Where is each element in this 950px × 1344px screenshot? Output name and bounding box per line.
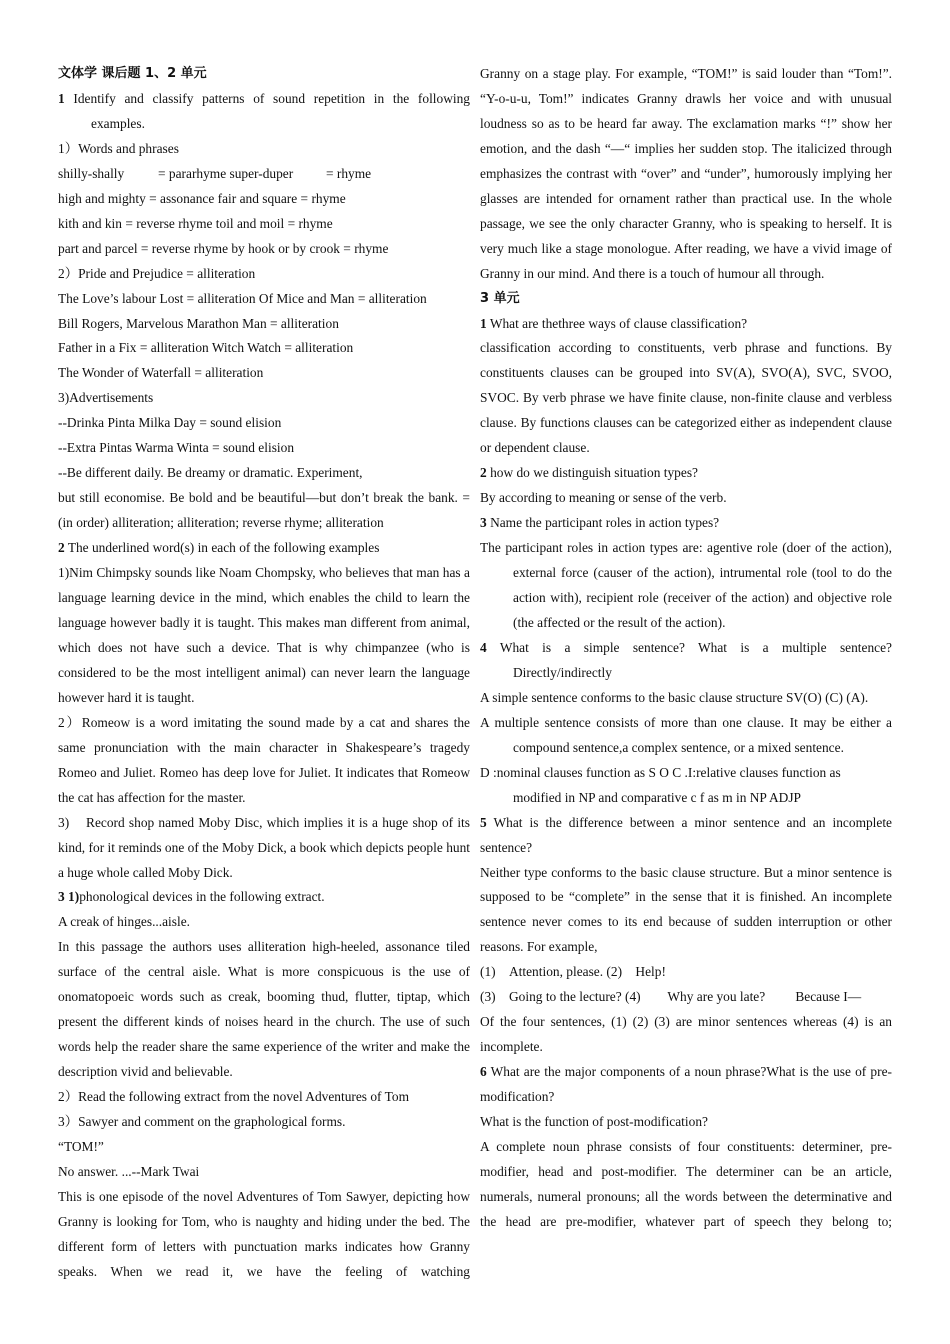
question-6	[480, 1060, 892, 1110]
answer-paragraph: 3) Record shop named Moby Disc, which implies it is a huge shop of its kind, for it reminds one of the Moby Dick, a book which depicts people hunt a huge whole called Moby Dick.	[58, 814, 470, 880]
question-number: 3 1)	[58, 889, 80, 905]
question-number: 6	[480, 1064, 487, 1080]
answer-line: --Extra Pintas Warma Winta = sound elision	[58, 440, 295, 456]
question-4	[480, 636, 892, 686]
answer-line: --Drinka Pinta Milka Day = sound elision	[58, 415, 282, 431]
answer-line: The Love’s labour Lost = alliteration Of Mice and Man = alliteration	[58, 290, 427, 306]
question-5	[480, 811, 892, 861]
answer-line: high and mighty = assonance fair and square = rhyme	[58, 190, 346, 206]
question-text: What are the major components of a noun phrase?What is the use of pre-modification?	[480, 1064, 892, 1105]
answer-line: Bill Rogers, Marvelous Marathon Man = alliteration	[58, 315, 339, 331]
answer-line: 2）Pride and Prejudice = alliteration	[58, 265, 256, 281]
question-text: What is the function of post-modification?	[480, 1114, 708, 1130]
answer-term: shilly-shally	[58, 165, 125, 181]
example-line: (3) Going to the lecture? (4) Why are you late? Because I—	[480, 989, 862, 1005]
answer-term: = pararhyme super-duper	[158, 165, 294, 181]
answer-paragraph: Granny on a stage play. For example, “TOM!” is said louder than “Tom!”. “Y-o-u-u, Tom!” indicates Granny drawls her voice and with unusual loudness so as to be heard far away. The exclamation marks “!” show her emotion, and the dash “—“ implies her sudden stop. The italicized through emphasizes the contrast with “over” and “under”, humorously implying her glasses are intended for ornament rather than practical use. In the whole passage, we see the only character Granny, who is speaking to herself. It is very much like a stage monologue. After reading, we have a vivid image of Granny in our mind. And there is a touch of humour all through.	[480, 66, 892, 281]
answer-line: 2）Read the following extract from the novel Adventures of Tom	[58, 1089, 409, 1105]
question-number: 1	[480, 315, 487, 331]
answer-line: 3)Advertisements	[58, 390, 154, 406]
question-2	[480, 461, 892, 486]
answer-paragraph: Of the four sentences, (1) (2) (3) are minor sentences whereas (4) is an incomplete.	[480, 1014, 892, 1055]
answer-line: --Be different daily. Be dreamy or dramatic. Experiment,	[58, 465, 363, 481]
question-text: Name the participant roles in action types?	[490, 515, 720, 531]
quote-line: “TOM!”	[58, 1138, 104, 1154]
answer-term: = rhyme	[326, 165, 372, 181]
answer-paragraph: In this passage the authors uses alliteration high-heeled, assonance tiled surface of the central aisle. What is more conspicuous is the use of onomatopoeic words such as creak, booming thud, flutter, tiptap, which present the different kinds of noises heard in the church. The use of such words help the reader share the same experience of the writer and make the description vivid and believable.	[58, 939, 470, 1080]
document-title: 文体学 课后题 1、2 单元	[58, 66, 207, 81]
answer-paragraph: A simple sentence conforms to the basic clause structure SV(O) (C) (A).	[480, 689, 869, 705]
question-number: 4	[480, 639, 487, 655]
question-number: 1	[58, 90, 65, 106]
question-text: What is a simple sentence? What is a multiple sentence? Directly/indirectly	[499, 639, 892, 680]
right-column	[480, 62, 892, 1235]
question-text: What are thethree ways of clause classification?	[489, 315, 748, 331]
question-number: 3	[480, 515, 487, 531]
question-2	[58, 536, 470, 561]
question-1	[58, 87, 470, 137]
answer-line	[58, 162, 470, 187]
answer-paragraph: 1)Nim Chimpsky sounds like Noam Chompsky, who believes that man has a language learning device in the mind, which enables the child to learn the language however badly it is taught. This makes man different from animal, which does not have such a device. That is why chimpanzee (who is considered to be the most intelligent animal) can never learn the language however hard it is taught.	[58, 565, 470, 705]
answer-paragraph: but still economise. Be bold and be beautiful—but don’t break the bank. = (in order) alliteration; alliteration; reverse rhyme; alliteration	[58, 490, 470, 531]
section-heading: 1）Words and phrases	[58, 140, 179, 156]
answer-line: part and parcel = reverse rhyme by hook or by crook = rhyme	[58, 240, 389, 256]
example-line: (1) Attention, please. (2) Help!	[480, 964, 666, 980]
question-text: phonological devices in the following extract.	[79, 889, 325, 905]
question-1	[480, 312, 892, 337]
answer-line: 3）Sawyer and comment on the graphological forms.	[58, 1114, 346, 1130]
answer-paragraph: A multiple sentence consists of more than one clause. It may be either a compound sentence,a complex sentence, or a mixed sentence.	[480, 714, 892, 755]
quote-line: No answer. ...--Mark Twai	[58, 1163, 200, 1179]
answer-paragraph: This is one episode of the novel Adventures of Tom Sawyer, depicting how Granny is looking for Tom, who is naughty and hiding under the bed. The different form of letters with punctuation marks indicates how Granny speaks. When we read it, we have the feeling of watching	[58, 1188, 470, 1279]
question-3	[480, 511, 892, 536]
answer-paragraph: D :nominal clauses function as S O C .I:relative clauses function as modified in NP and comparative c f as m in NP ADJP	[480, 764, 841, 805]
answer-paragraph: A complete noun phrase consists of four constituents: determiner, pre-modifier, head and post-modifier. The determiner can be an article, numerals, numeral pronouns; all the words between the determinative and the head are pre-modifier, whatever part of speech they belong to;	[480, 1138, 892, 1229]
left-column	[58, 62, 470, 1285]
question-number: 2	[480, 465, 487, 481]
answer-line: kith and kin = reverse rhyme toil and moil = rhyme	[58, 215, 333, 231]
question-text: The underlined word(s) in each of the following examples	[67, 540, 380, 556]
answer-paragraph: The participant roles in action types are: agentive role (doer of the action), external force (causer of the action), intrumental role (tool to do the action with), recipient role (receiver of the action) and objective role (the affected or the result of the action).	[480, 540, 892, 630]
quote-line: A creak of hinges...aisle.	[58, 914, 191, 930]
answer-line: By according to meaning or sense of the verb.	[480, 490, 727, 506]
question-text: What is the difference between a minor sentence and an incomplete sentence?	[480, 814, 893, 855]
answer-line: The Wonder of Waterfall = alliteration	[58, 365, 264, 381]
answer-line: Father in a Fix = alliteration Witch Watch = alliteration	[58, 340, 354, 356]
question-3	[58, 885, 470, 910]
question-text: Identify and classify patterns of sound repetition in the following examples.	[73, 90, 470, 131]
answer-paragraph: classification according to constituents, verb phrase and functions. By constituents clauses can be grouped into SV(A), SVO(A), SVC, SVOO, SVOC. By verb phrase we have finite clause, non-finite clause and verbless clause. By functions clauses can be categorized either as independent clause or dependent clause.	[480, 340, 892, 456]
question-number: 5	[480, 814, 487, 830]
unit-heading: 3 单元	[480, 290, 520, 306]
question-number: 2	[58, 540, 65, 556]
answer-paragraph: Neither type conforms to the basic clause structure. But a minor sentence is supposed to be “complete” in the sense that it is finished. An incomplete sentence never comes to its end because of sudden interruption or other reasons. For example,	[480, 864, 892, 955]
answer-paragraph: 2）Romeow is a word imitating the sound made by a cat and shares the same pronunciation with the main character in Shakespeare’s tragedy Romeo and Juliet. Romeo has deep love for Juliet. It indicates that Romeow the cat has affection for the master.	[58, 714, 470, 805]
question-text: how do we distinguish situation types?	[490, 465, 698, 481]
